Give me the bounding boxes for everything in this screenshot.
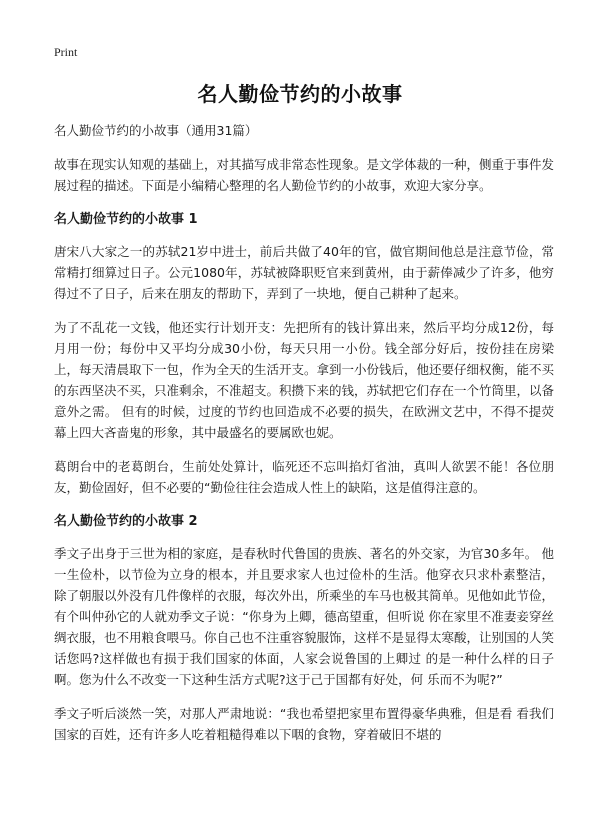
article-subtitle: 名人勤俭节约的小故事（通用31篇） xyxy=(54,123,258,138)
page-title: 名人勤俭节约的小故事 xyxy=(197,82,403,106)
paragraph: 为了不乱花一文钱，他还实行计划开支：先把所有的钱计算出来，然后平均分成12份，每月用一份；每份中又平均分成30小份，每天只用一小份。钱全部分好后，按份挂在房梁上，每天清晨取下一包，作为全天的生活开支。拿到一小份钱后，他还要仔细权衡，能不买的东西坚决不买，只准剩余，不准超支。积攒下来的钱，苏轼把它们存在一个竹筒里，以备意外之需。 但有的时候，过度的节约也回造成不必要的损失，在欧洲文艺中，不得不提荧幕上四大吝啬鬼的形象，其中最盛名的要属欧也妮。 xyxy=(54,320,555,440)
section-heading-2: 名人勤俭节约的小故事 2 xyxy=(54,514,198,529)
paragraph: 季文子听后淡然一笑，对那人严肃地说：“我也希望把家里布置得豪华典雅，但是看 看我们国家的百姓，还有许多人吃着粗糙得难以下咽的食物，穿着破旧不堪的 xyxy=(54,706,554,742)
intro-paragraph: 故事在现实认知观的基础上，对其描写成非常态性现象。是文学体裁的一种，侧重于事件发展过程的描述。下面是小编精心整理的名人勤俭节约的小故事，欢迎大家分享。 xyxy=(54,157,555,193)
print-link[interactable]: Print xyxy=(54,45,78,59)
paragraph: 葛朗台中的老葛朗台，生前处处算计，临死还不忘叫掐灯省油，真叫人欲罢不能！各位朋友，勤俭固好，但不必要的“勤俭往往会造成人性上的缺陷，这是值得注意的。 xyxy=(54,459,554,495)
paragraph: 季文子出身于三世为相的家庭，是春秋时代鲁国的贵族、著名的外交家，为官30多年。 他一生俭朴，以节俭为立身的根本，并且要求家人也过俭朴的生活。他穿衣只求朴素整洁， 除了朝服以外没有几件像样的衣服，每次外出，所乘坐的车马也极其简单。见他如此节俭，有个叫仲孙它的人就劝季文子说：“你身为上卿，德高望重，但听说 你在家里不准妻妾穿丝绸衣服，也不用粮食喂马。你自己也不注重容貌服饰，这样不是显得太寒酸，让别国的人笑话您吗?这样做也有损于我们国家的体面，人家会说鲁国的上卿过 的是一种什么样的日子啊。您为什么不改变一下这种生活方式呢?这于己于国都有好处，何 乐而不为呢?” xyxy=(54,546,555,687)
section-heading-1: 名人勤俭节约的小故事 1 xyxy=(54,212,198,227)
article-body xyxy=(54,120,554,758)
paragraph: 唐宋八大家之一的苏轼21岁中进士，前后共做了40年的官，做官期间他总是注意节俭，常常精打细算过日子。公元1080年，苏轼被降职贬官来到黄州，由于薪俸减少了许多，他穷得过不了日子，后来在朋友的帮助下，弄到了一块地，便自己耕种了起来。 xyxy=(54,244,554,301)
